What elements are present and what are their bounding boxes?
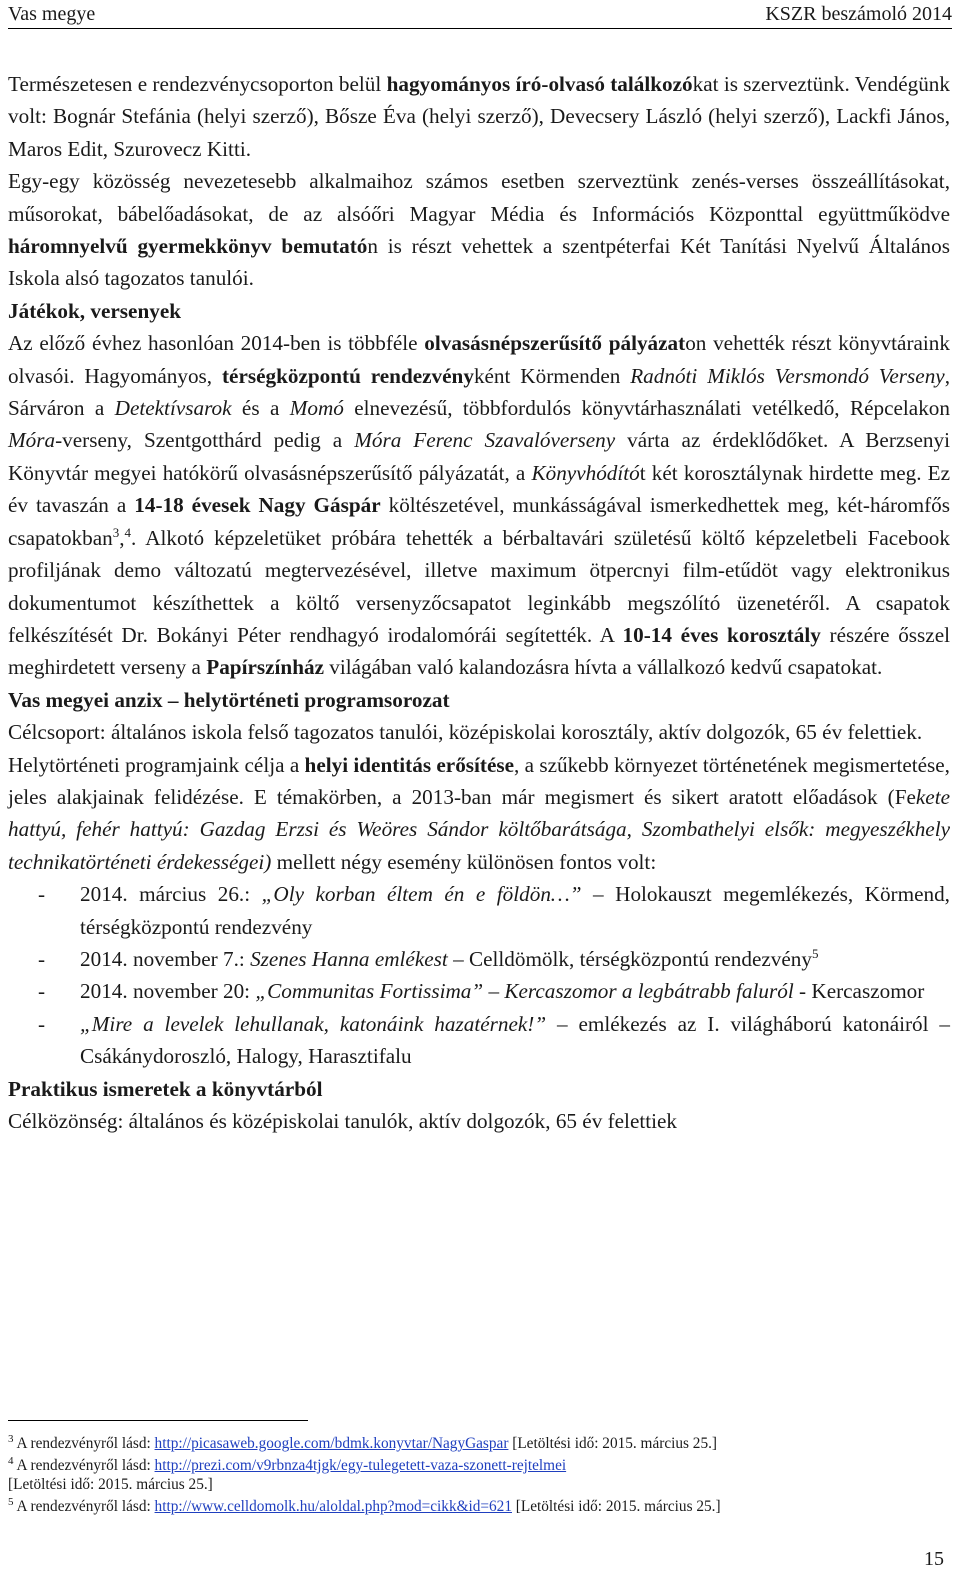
page-number: 15 bbox=[924, 1548, 944, 1570]
header-right: KSZR beszámoló 2014 bbox=[765, 3, 952, 25]
bold-run: háromnyelvű gyermekkönyv bemutató bbox=[8, 234, 368, 259]
list-item bbox=[8, 878, 950, 943]
paragraph-community-events bbox=[8, 165, 950, 295]
footnotes bbox=[8, 1434, 950, 1519]
italic-run: kete hattyú, fehér hattyú: Gazdag Erzsi és Weöres Sándor költőbarátsága, Szombathelyi elsők: megyeszékhely technikatörténeti érdekességei) bbox=[8, 784, 950, 874]
text-run: [Letöltési idő: 2015. március 25.] bbox=[8, 1476, 213, 1493]
paragraph-local-history bbox=[8, 749, 950, 879]
italic-run: Móra- bbox=[8, 428, 63, 453]
document-body bbox=[8, 68, 950, 1137]
footnote-link[interactable]: http://www.celldomolk.hu/aloldal.php?mod=cikk&id=621 bbox=[154, 1498, 512, 1515]
text-run: 2014. november 7.: bbox=[80, 946, 251, 971]
text-run: költészetével, munkásságával ismerkedhettek meg, két-háromfős csapatokban bbox=[8, 493, 950, 550]
bold-run: helyi identitás erősítése bbox=[304, 752, 515, 777]
italic-run: Könyvhódító bbox=[531, 460, 640, 485]
heading-games: Játékok, versenyek bbox=[8, 298, 182, 323]
text-run: – emlékezés az I. világháború katonáiról – Csákánydoroszló, Halogy, Harasztifalu bbox=[80, 1011, 951, 1069]
paragraph-audience: Célközönség: általános és középiskolai tanulók, aktív dolgozók, 65 év felettiek bbox=[8, 1109, 677, 1133]
text-run: 2014. november 20: bbox=[80, 979, 256, 1004]
text-run: – Holokauszt megemlékezés, Körmend, térségközpontú rendezvény bbox=[80, 882, 950, 939]
text-run: – Celldömölk, térségközpontú rendezvény bbox=[447, 946, 812, 971]
footnote-link[interactable]: http://prezi.com/v9rbnza4tjgk/egy-tulegetett-vaza-szonett-rejtelmei bbox=[154, 1457, 567, 1474]
header-left: Vas megye bbox=[8, 3, 96, 25]
footnote-separator bbox=[8, 1420, 308, 1421]
text-run: verseny, Szentgotthárd pedig a bbox=[62, 428, 355, 453]
italic-run: Momó bbox=[289, 396, 344, 421]
text-run: 2014. március 26.: bbox=[80, 882, 262, 907]
italic-run: „Communitas Fortissima” – Kercaszomor a legbátrabb faluról - bbox=[255, 979, 807, 1004]
footnote-link[interactable]: http://picasaweb.google.com/bdmk.konyvtar/NagyGaspar bbox=[154, 1435, 509, 1452]
text-run: A rendezvényről lásd: bbox=[16, 1498, 155, 1515]
bold-run: hagyományos író-olvasó találkozó bbox=[386, 72, 693, 96]
text-run: on vehették részt könyvtáraink olvasói. Hagyományos, bbox=[8, 331, 950, 388]
italic-run: Móra Ferenc Szavalóverseny bbox=[354, 428, 616, 453]
text-run: A rendezvényről lásd: bbox=[16, 1435, 155, 1452]
text-run: t két korosztálynak hirdette meg. Ez év tavaszán a bbox=[8, 460, 950, 518]
list-item bbox=[8, 975, 950, 1007]
footnote bbox=[8, 1497, 950, 1516]
text-run: várta az érdeklődőket. A Berzsenyi Könyvtár megyei hatókörű olvasásnépszerűsítő pályázatát, a bbox=[8, 428, 951, 485]
footnote-ref: 5 bbox=[811, 945, 819, 961]
text-run: n is részt vehettek a szentpéterfai Két Tanítási Nyelvű Általános Iskola alsó tagozatos tanulói. bbox=[8, 234, 950, 291]
list-item bbox=[8, 943, 950, 975]
page-header bbox=[8, 2, 952, 29]
list-marker: - bbox=[38, 882, 46, 907]
italic-run: Detektívsarok bbox=[114, 396, 232, 421]
footnote-number: 5 bbox=[8, 1495, 14, 1508]
text-run: Helytörténeti programjaink célja a bbox=[8, 752, 305, 777]
event-list bbox=[8, 878, 950, 1072]
footnote-ref: 4 bbox=[124, 524, 132, 540]
footnote-ref: 3 bbox=[112, 524, 120, 540]
paragraph-target-group: Célcsoport: általános iskola felső tagozatos tanulói, középiskolai korosztály, aktív dolgozók, 65 év felettiek. bbox=[8, 720, 923, 745]
text-run: , a szűkebb környezet történetének megismertetése, jeles alakjainak felidézése. E témakörben, a 2013-ban már megismert és sikert aratott előadások (Fe bbox=[8, 752, 950, 809]
text-run: , Sárváron a bbox=[8, 363, 950, 421]
list-item bbox=[8, 1008, 950, 1073]
text-run: és a bbox=[231, 396, 290, 421]
text-run: Egy-egy közösség nevezetesebb alkalmaihoz számos esetben szerveztünk zenés-verses összeállításokat, műsorokat, bábelőadásokat, de az alsóőri Magyar Média és Információs Központtal együttműködve bbox=[8, 169, 950, 226]
heading-anzix: Vas megyei anzix – helytörténeti programsorozat bbox=[8, 687, 450, 712]
text-run: mellett négy esemény különösen fontos volt: bbox=[271, 849, 657, 874]
text-run: , bbox=[119, 525, 125, 550]
heading-practical: Praktikus ismeretek a könyvtárból bbox=[8, 1076, 323, 1101]
paragraph-competitions bbox=[8, 327, 950, 683]
text-run: világában való kalandozásra hívta a vállalkozó kedvű csapatokat. bbox=[323, 655, 883, 680]
footnote bbox=[8, 1456, 950, 1494]
bold-run: olvasásnépszerűsítő pályázat bbox=[424, 331, 686, 356]
italic-run: Radnóti Miklós Versmondó Verseny bbox=[630, 363, 945, 388]
text-run: Természetesen e rendezvénycsoporton belül bbox=[8, 72, 387, 96]
text-run: A rendezvényről lásd: bbox=[16, 1457, 155, 1474]
bold-run: 14-18 évesek Nagy Gáspár bbox=[134, 493, 381, 518]
bold-run: 10-14 éves korosztály bbox=[622, 622, 821, 647]
bold-run: térségközpontú rendezvény bbox=[221, 363, 474, 388]
italic-run: „Oly korban éltem én e földön…” bbox=[261, 882, 582, 907]
footnote-number: 4 bbox=[8, 1454, 14, 1467]
text-run: kat is szerveztünk. Vendégünk volt: Bognár Stefánia (helyi szerző), Bősze Éva (helyi szerző), Devecsery László (helyi szerző), Lackfi János, Maros Edit, Szurovecz Kitti. bbox=[8, 72, 950, 161]
list-marker: - bbox=[38, 1011, 46, 1036]
text-run: ként Körmenden bbox=[473, 363, 631, 388]
text-run: . Alkotó képzeletüket próbára tehették a bérbaltavári születésű költő képzeletbeli Facebook profiljának demo változatú megtervezésével, illetve maximum ötpercnyi film-etűdöt vagy elektronikus dokumentumot készíthettek a költő versenyzőcsapatot leginkább megszólító üzenetéről. A csapatok felkészítését Dr. Bokányi Péter rendhagyó irodalomórái segítették. A bbox=[8, 525, 950, 647]
footnote bbox=[8, 1434, 950, 1453]
list-marker: - bbox=[38, 946, 46, 971]
text-run: [Letöltési idő: 2015. március 25.] bbox=[511, 1498, 721, 1515]
text-run: [Letöltési idő: 2015. március 25.] bbox=[508, 1435, 718, 1452]
footnote-number: 3 bbox=[8, 1432, 14, 1445]
italic-run: „Mire a levelek lehullanak, katonáink hazatérnek!” bbox=[80, 1011, 547, 1036]
text-run: Kercaszomor bbox=[806, 979, 925, 1004]
italic-run: Szenes Hanna emlékest bbox=[250, 946, 448, 971]
list-marker: - bbox=[38, 979, 46, 1004]
text-run: Az előző évhez hasonlóan 2014-ben is többféle bbox=[8, 331, 425, 356]
bold-run: Papírszínház bbox=[206, 655, 324, 680]
paragraph-author-meetings bbox=[8, 68, 950, 165]
text-run: részére ősszel meghirdetett verseny a bbox=[8, 622, 950, 680]
text-run: elnevezésű, többfordulós könyvtárhasználati vetélkedő, Répcelakon bbox=[343, 396, 950, 421]
